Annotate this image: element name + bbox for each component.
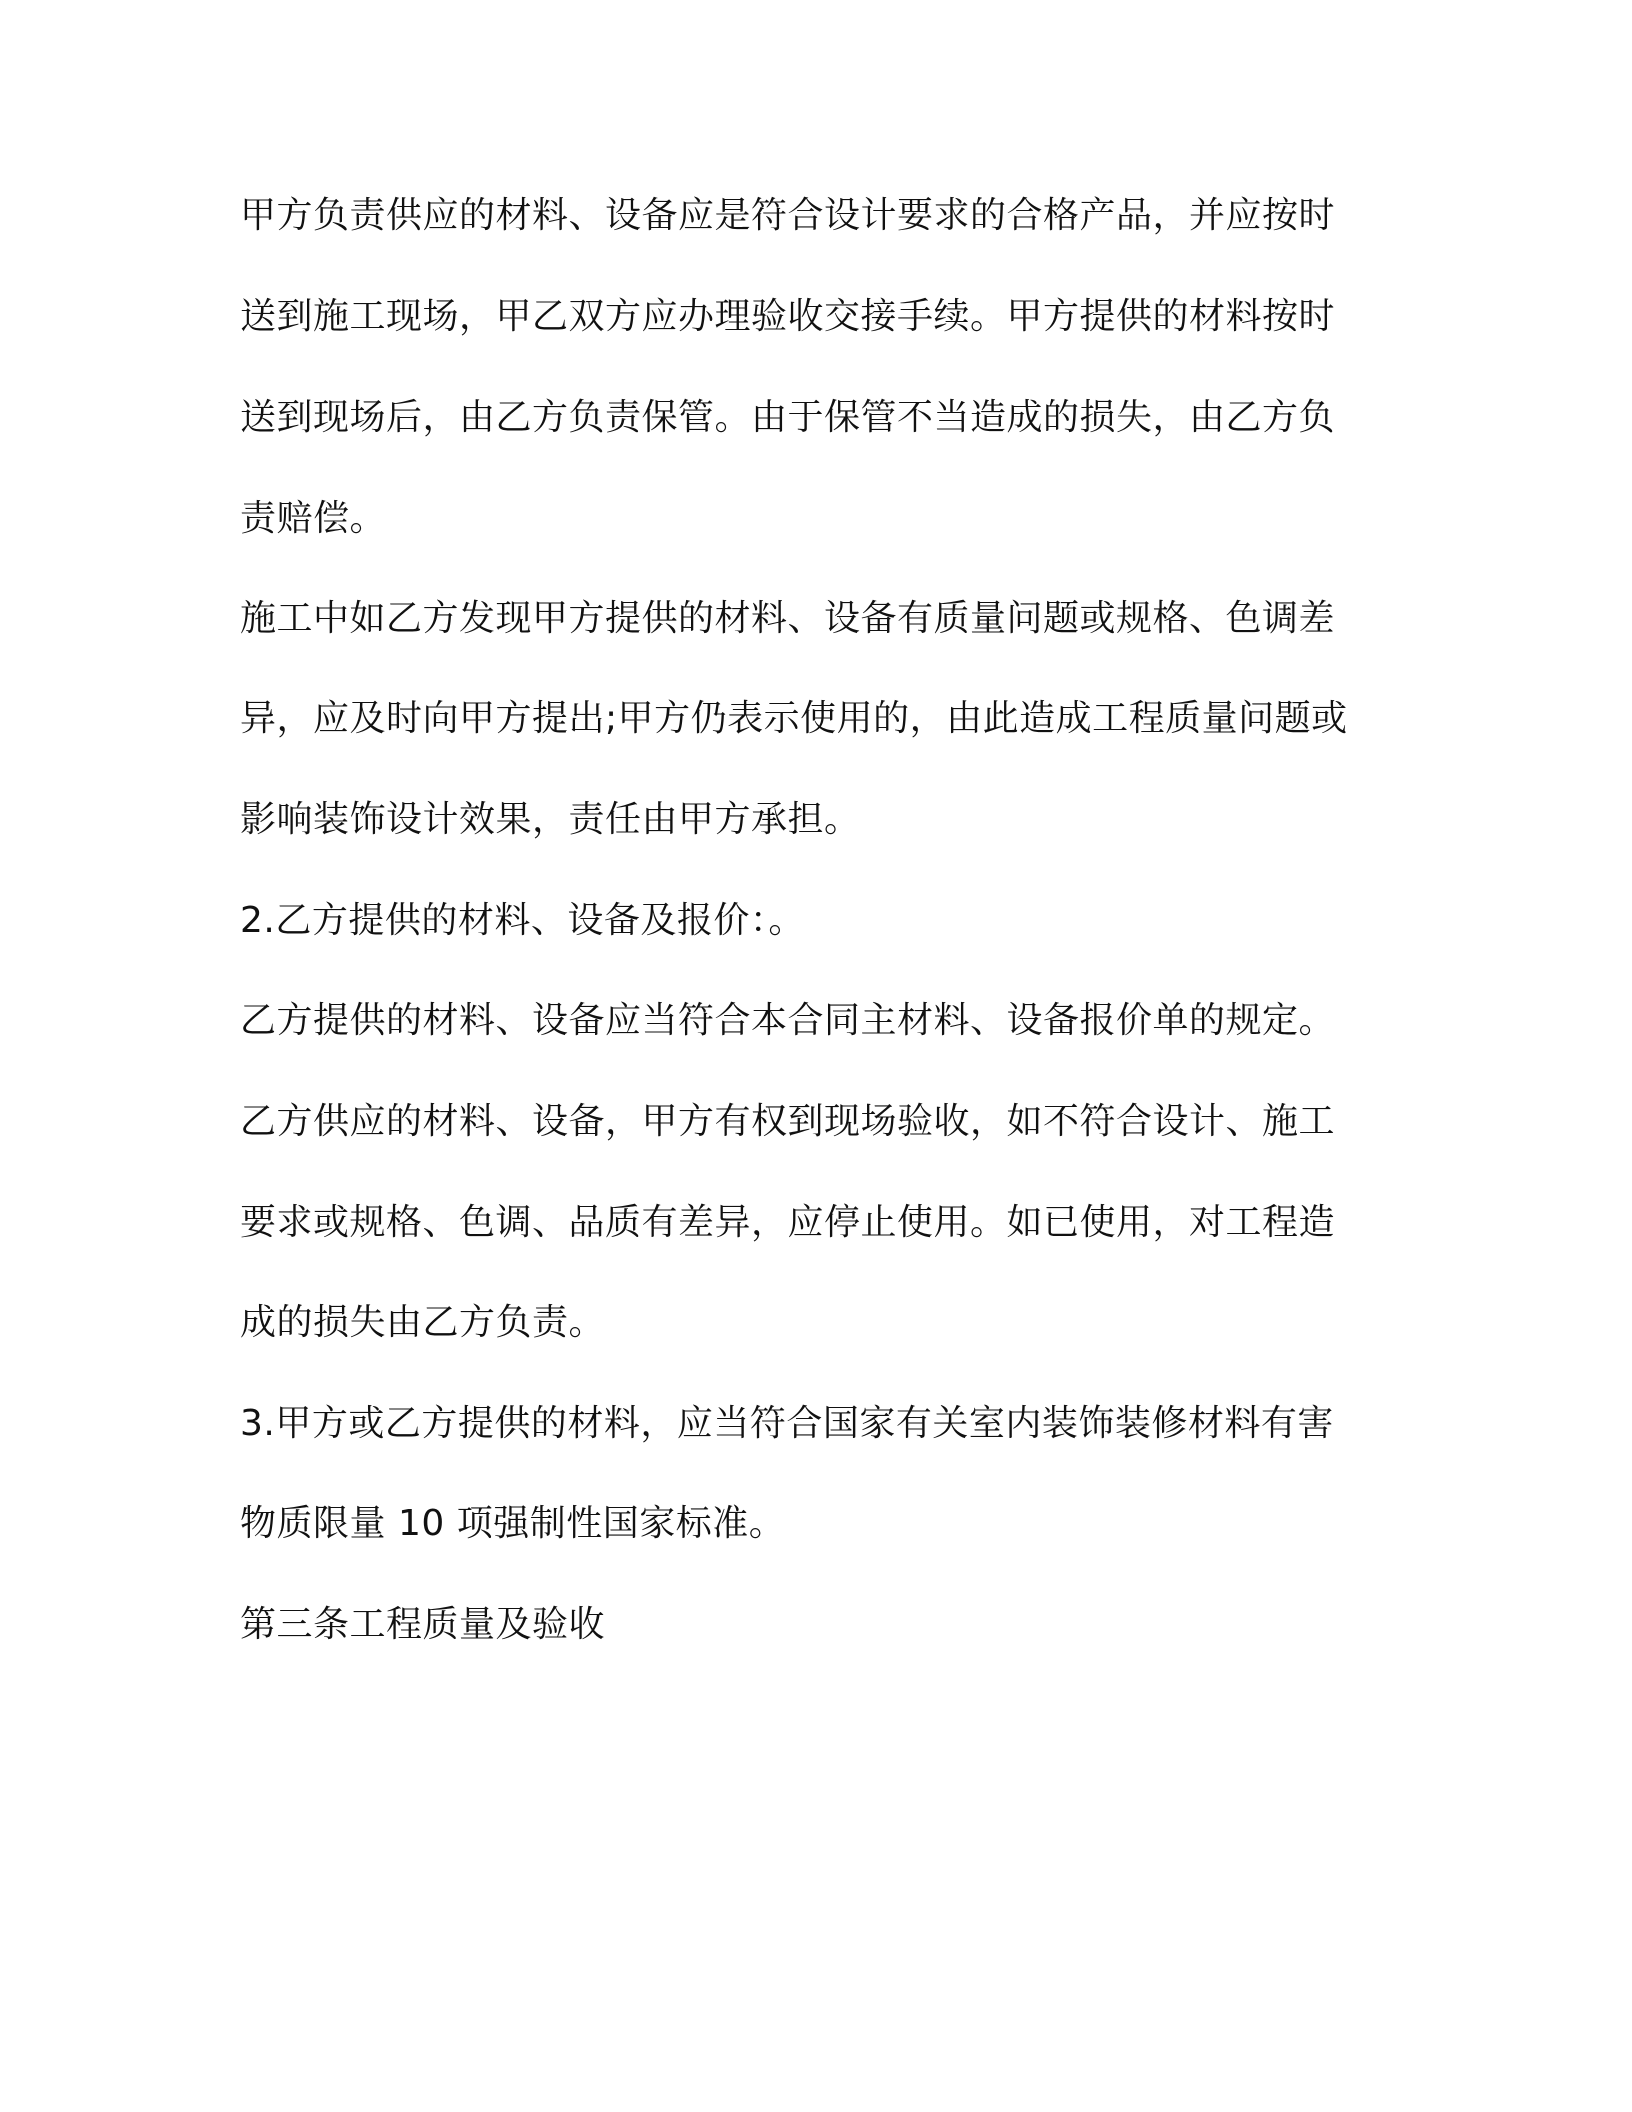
text-line: 物质限量 10 项强制性国家标准。 xyxy=(240,1503,786,1544)
text-line: 责赔偿。 xyxy=(240,498,387,539)
numbered-item: 2.乙方提供的材料、设备及报价：。 xyxy=(240,900,805,941)
section-heading: 第三条工程质量及验收 xyxy=(240,1604,606,1645)
text-line: 成的损失由乙方负责。 xyxy=(240,1302,606,1343)
text-line: 乙方供应的材料、设备，甲方有权到现场验收，如不符合设计、施工 xyxy=(240,1101,1336,1142)
text-line: 施工中如乙方发现甲方提供的材料、设备有质量问题或规格、色调差 xyxy=(240,598,1336,639)
text-line: 异，应及时向甲方提出;甲方仍表示使用的，由此造成工程质量问题或 xyxy=(240,698,1348,739)
text-line: 乙方提供的材料、设备应当符合本合同主材料、设备报价单的规定。 xyxy=(240,1000,1336,1041)
text-line: 要求或规格、色调、品质有差异，应停止使用。如已使用，对工程造 xyxy=(240,1202,1336,1243)
text-line: 送到施工现场，甲乙双方应办理验收交接手续。甲方提供的材料按时 xyxy=(240,296,1336,337)
text-line: 影响装饰设计效果，责任由甲方承担。 xyxy=(240,799,861,840)
numbered-item: 3.甲方或乙方提供的材料，应当符合国家有关室内装饰装修材料有害 xyxy=(240,1403,1334,1444)
text-line: 送到现场后，由乙方负责保管。由于保管不当造成的损失，由乙方负 xyxy=(240,397,1336,438)
text-line: 甲方负责供应的材料、设备应是符合设计要求的合格产品，并应按时 xyxy=(240,195,1336,236)
document-page xyxy=(240,0,1400,2112)
